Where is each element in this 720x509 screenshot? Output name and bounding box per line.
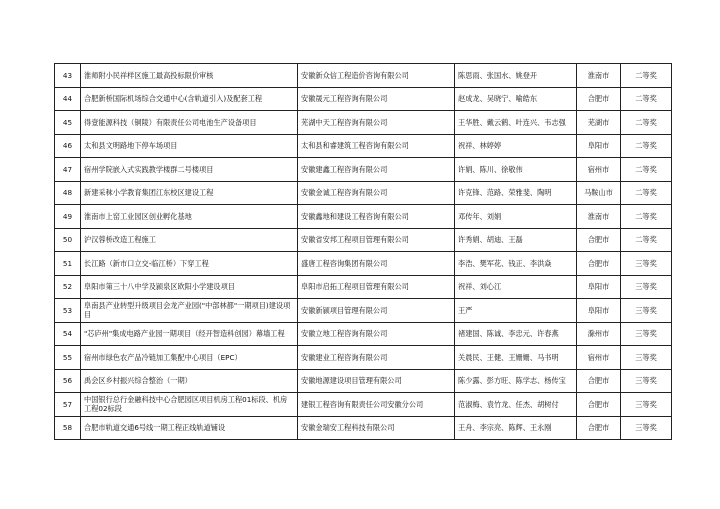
table-row — [55, 158, 672, 182]
table-row — [55, 369, 672, 393]
city: 宿州市 — [577, 158, 621, 182]
row-number: 51 — [55, 252, 81, 276]
project-name: 新建采秣小学教育集团江东校区建设工程 — [81, 181, 298, 205]
team-members: 李浩、樊军花、钱正、李洪焱 — [455, 252, 577, 276]
table-row — [55, 64, 672, 88]
city: 淮南市 — [577, 205, 621, 229]
table-row — [55, 275, 672, 299]
table-row — [55, 205, 672, 229]
award-grade: 三等奖 — [621, 299, 672, 323]
city: 马鞍山市 — [577, 181, 621, 205]
award-grade: 三等奖 — [621, 369, 672, 393]
award-grade: 三等奖 — [621, 322, 672, 346]
table-row — [55, 322, 672, 346]
row-number: 44 — [55, 87, 81, 111]
table-row — [55, 87, 672, 111]
project-name: 淮师附小民祥样区施工最高投标限价审核 — [81, 64, 298, 88]
team-members: 许娟、陈川、徐敬伟 — [455, 158, 577, 182]
award-grade: 二等奖 — [621, 205, 672, 229]
team-members: 许克锋、范路、荣雅斐、陶明 — [455, 181, 577, 205]
company-name: 盛唐工程咨询集团有限公司 — [298, 252, 455, 276]
city: 合肥市 — [577, 393, 621, 417]
award-grade: 三等奖 — [621, 346, 672, 370]
project-name: 宿州学院嵌入式实践教学楼群二号楼项目 — [81, 158, 298, 182]
company-name: 安徽新众信工程造价咨询有限公司 — [298, 64, 455, 88]
company-name: 安徽金诚工程咨询有限公司 — [298, 181, 455, 205]
row-number: 49 — [55, 205, 81, 229]
team-members: 陈少露、彭方旺、陈学志、杨传宝 — [455, 369, 577, 393]
company-name: 安徽省安邦工程项目管理有限公司 — [298, 228, 455, 252]
award-grade: 二等奖 — [621, 87, 672, 111]
team-members: 关晨民、王健、王姗姗、马书明 — [455, 346, 577, 370]
team-members: 邓传年、刘娟 — [455, 205, 577, 229]
city: 阜阳市 — [577, 299, 621, 323]
award-grade: 二等奖 — [621, 228, 672, 252]
row-number: 55 — [55, 346, 81, 370]
city: 芜湖市 — [577, 111, 621, 135]
project-name: 中国银行总行金融科技中心合肥园区项目机房工程01标段、机房工程02标段 — [81, 393, 298, 417]
project-name: 太和县文明路地下停车场项目 — [81, 134, 298, 158]
award-grade: 三等奖 — [621, 275, 672, 299]
award-grade: 三等奖 — [621, 252, 672, 276]
awards-table-body — [55, 64, 672, 440]
table-row — [55, 299, 672, 323]
table-row — [55, 416, 672, 440]
award-grade: 二等奖 — [621, 111, 672, 135]
team-members: 褚建国、陈诚、李忠元、许春燕 — [455, 322, 577, 346]
table-row — [55, 181, 672, 205]
project-name: 阜南县产业转型升级项目会龙产业园("中部林都"一期项目)建设项目 — [81, 299, 298, 323]
row-number: 45 — [55, 111, 81, 135]
row-number: 52 — [55, 275, 81, 299]
award-grade: 三等奖 — [621, 393, 672, 417]
company-name: 安徽建鑫工程咨询有限公司 — [298, 158, 455, 182]
table-row — [55, 134, 672, 158]
project-name: 禹会区乡村振兴综合整治（一期） — [81, 369, 298, 393]
table-row — [55, 228, 672, 252]
company-name: 芜湖中天工程咨询有限公司 — [298, 111, 455, 135]
project-name: 阜阳市第三十八中学及颍泉区欧阳小学建设项目 — [81, 275, 298, 299]
city: 淮南市 — [577, 64, 621, 88]
company-name: 太和县和睿建筑工程咨询有限公司 — [298, 134, 455, 158]
awards-table — [54, 63, 672, 440]
city: 滁州市 — [577, 322, 621, 346]
project-name: 沪汉蓉桥改造工程施工 — [81, 228, 298, 252]
table-row — [55, 393, 672, 417]
row-number: 54 — [55, 322, 81, 346]
project-name: 得壹能源科技（铜陵）有限责任公司电池生产设备项目 — [81, 111, 298, 135]
company-name: 阜阳市启拓工程项目管理有限公司 — [298, 275, 455, 299]
company-name: 安徽建业工程咨询有限公司 — [298, 346, 455, 370]
company-name: 安徽晟元工程咨询有限公司 — [298, 87, 455, 111]
company-name: 安徽新颍项目管理有限公司 — [298, 299, 455, 323]
city: 阜阳市 — [577, 134, 621, 158]
project-name: 长江路（新市口立交-临江桥）下穿工程 — [81, 252, 298, 276]
row-number: 56 — [55, 369, 81, 393]
award-grade: 二等奖 — [621, 158, 672, 182]
company-name: 安徽鑫地和建设工程咨询有限公司 — [298, 205, 455, 229]
award-grade: 二等奖 — [621, 64, 672, 88]
city: 宿州市 — [577, 346, 621, 370]
table-row — [55, 111, 672, 135]
row-number: 58 — [55, 416, 81, 440]
project-name: 淮南市上窑工业园区创业孵化基地 — [81, 205, 298, 229]
team-members: 王舟、李宗亮、陈辉、王永刚 — [455, 416, 577, 440]
company-name: 建银工程咨询有限责任公司安徽分公司 — [298, 393, 455, 417]
award-grade: 二等奖 — [621, 181, 672, 205]
city: 合肥市 — [577, 369, 621, 393]
row-number: 57 — [55, 393, 81, 417]
project-name: 宿州市绿色农产品冷链加工集配中心项目（EPC） — [81, 346, 298, 370]
award-grade: 二等奖 — [621, 134, 672, 158]
team-members: 陈思雨、张国水、姚登开 — [455, 64, 577, 88]
city: 合肥市 — [577, 228, 621, 252]
row-number: 48 — [55, 181, 81, 205]
city: 合肥市 — [577, 416, 621, 440]
project-name: 合肥市轨道交通6号线一期工程正线轨道铺设 — [81, 416, 298, 440]
award-grade: 三等奖 — [621, 416, 672, 440]
team-members: 祝祥、林婷婷 — [455, 134, 577, 158]
company-name: 安徽金瑞安工程科技有限公司 — [298, 416, 455, 440]
company-name: 安徽地源建设项目管理有限公司 — [298, 369, 455, 393]
table-row — [55, 252, 672, 276]
row-number: 53 — [55, 299, 81, 323]
team-members: 赵成龙、吴晓宁、喻皓东 — [455, 87, 577, 111]
city: 阜阳市 — [577, 275, 621, 299]
team-members: 祝祥、刘心江 — [455, 275, 577, 299]
team-members: 王华胜、戴云鹤、叶连兴、韦志强 — [455, 111, 577, 135]
city: 合肥市 — [577, 252, 621, 276]
project-name: "芯庐州"集成电路产业园一期项目（经开智造科创园）幕墙工程 — [81, 322, 298, 346]
team-members: 范淑梅、袁竹龙、任杰、胡树付 — [455, 393, 577, 417]
row-number: 43 — [55, 64, 81, 88]
table-row — [55, 346, 672, 370]
company-name: 安徽立地工程咨询有限公司 — [298, 322, 455, 346]
row-number: 47 — [55, 158, 81, 182]
row-number: 50 — [55, 228, 81, 252]
team-members: 王严 — [455, 299, 577, 323]
city: 合肥市 — [577, 87, 621, 111]
team-members: 许秀娟、胡迪、王磊 — [455, 228, 577, 252]
row-number: 46 — [55, 134, 81, 158]
project-name: 合肥新桥国际机场综合交通中心(含轨道引入)及配套工程 — [81, 87, 298, 111]
